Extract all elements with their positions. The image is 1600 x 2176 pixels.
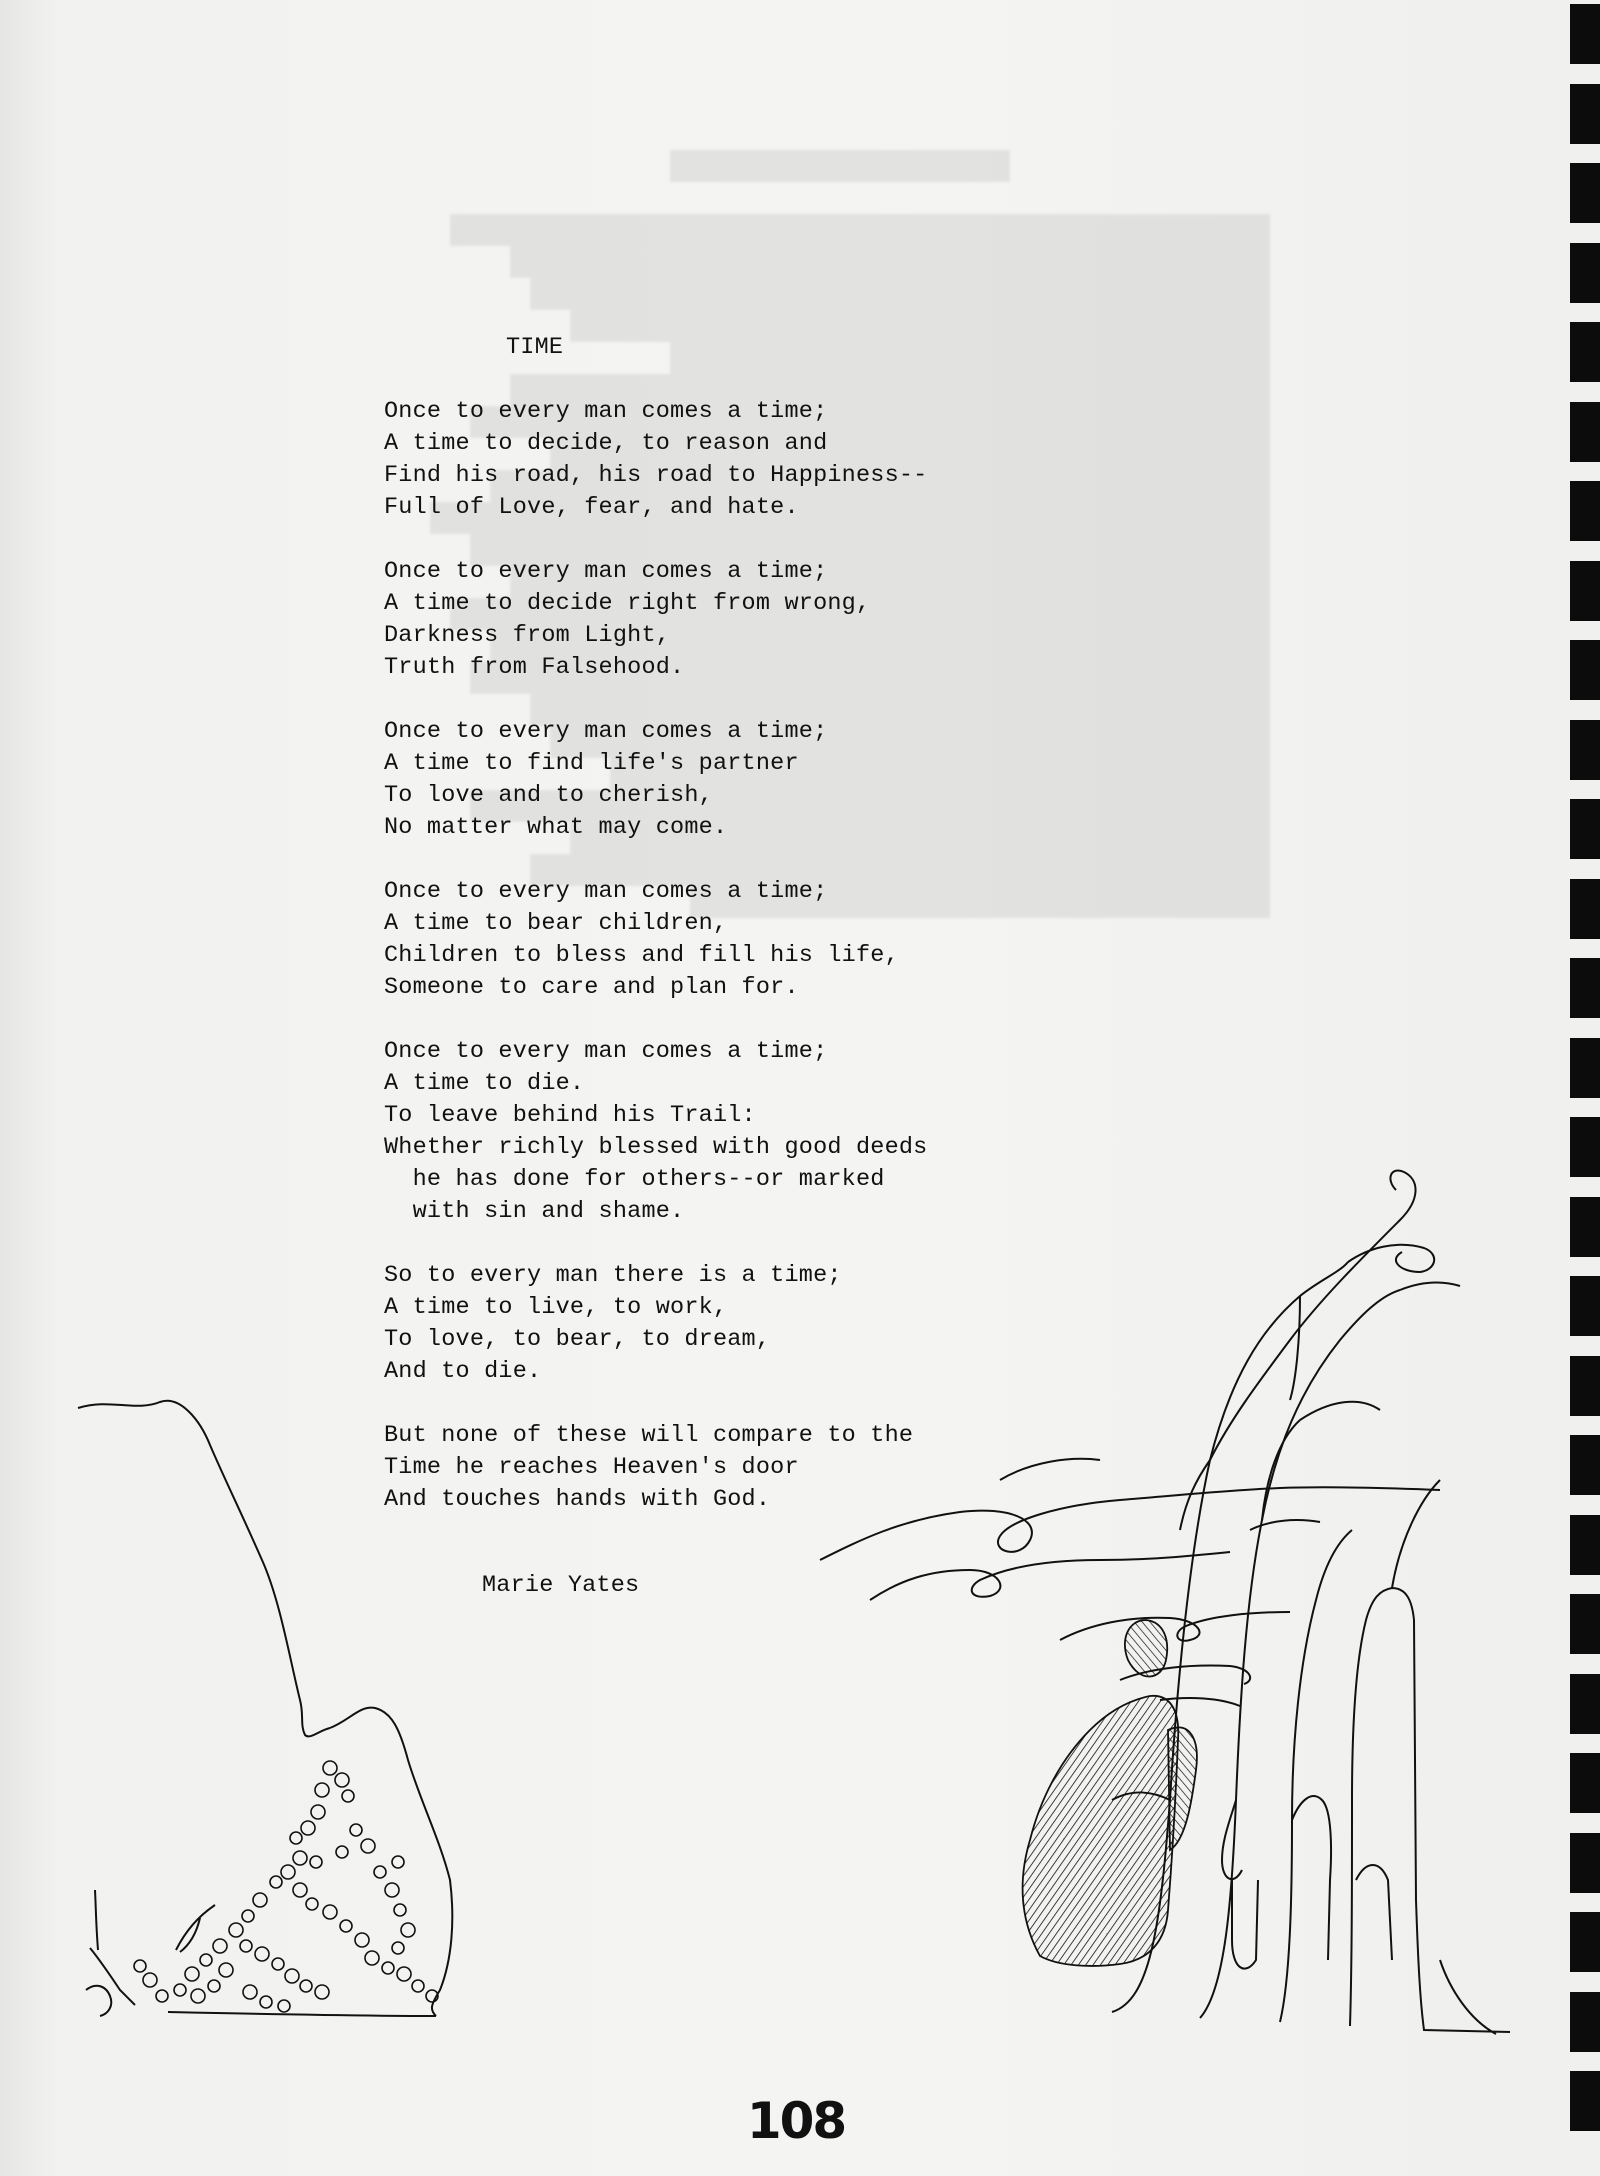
binding-hole — [1570, 1594, 1600, 1654]
poem-line: Someone to care and plan for. — [384, 974, 799, 1001]
binding-hole — [1570, 402, 1600, 462]
binding-hole — [1570, 1992, 1600, 2052]
binding-hole — [1570, 1197, 1600, 1257]
page-number: 108 — [746, 2092, 846, 2150]
poem-line: Find his road, his road to Happiness-- — [384, 462, 928, 489]
poem-stanza — [384, 1420, 1084, 1516]
poem-line: Once to every man comes a time; — [384, 878, 828, 905]
binding-hole — [1570, 243, 1600, 303]
poem-line: Time he reaches Heaven's door — [384, 1454, 799, 1481]
binding-hole — [1570, 799, 1600, 859]
poem-stanza — [384, 1036, 1084, 1228]
poem-line: To love and to cherish, — [384, 782, 713, 809]
poem-line: To love, to bear, to dream, — [384, 1326, 771, 1353]
binding-hole — [1570, 720, 1600, 780]
poem-stanzas — [384, 396, 1084, 1548]
poem-stanza — [384, 556, 1084, 684]
binding-hole — [1570, 1356, 1600, 1416]
poem-line: he has done for others--or marked — [384, 1166, 885, 1193]
binding-hole — [1570, 958, 1600, 1018]
rock-shading — [1023, 1620, 1197, 1966]
poem-stanza — [384, 716, 1084, 844]
binding-hole — [1570, 561, 1600, 621]
binding-hole — [1570, 879, 1600, 939]
poem-line: Children to bless and fill his life, — [384, 942, 899, 969]
binding-hole — [1570, 640, 1600, 700]
binding-hole — [1570, 1674, 1600, 1734]
poem-line: with sin and shame. — [384, 1198, 685, 1225]
poem-line: A time to live, to work, — [384, 1294, 728, 1321]
poem-line: Full of Love, fear, and hate. — [384, 494, 799, 521]
poem-line: A time to find life's partner — [384, 750, 799, 777]
poem-line: But none of these will compare to the — [384, 1422, 914, 1449]
binding-hole — [1570, 84, 1600, 144]
binding-hole — [1570, 2071, 1600, 2131]
poem-author: Marie Yates — [482, 1572, 640, 1599]
poem-line: Once to every man comes a time; — [384, 718, 828, 745]
spiral-binding — [1560, 0, 1600, 2176]
binding-hole — [1570, 1038, 1600, 1098]
poem-stanza — [384, 396, 1084, 524]
poem-line: So to every man there is a time; — [384, 1262, 842, 1289]
binding-hole — [1570, 163, 1600, 223]
poem-line: A time to decide right from wrong, — [384, 590, 871, 617]
poem-line: And to die. — [384, 1358, 542, 1385]
poem-line: A time to die. — [384, 1070, 585, 1097]
binding-hole — [1570, 1912, 1600, 1972]
poem-line: Darkness from Light, — [384, 622, 671, 649]
binding-hole — [1570, 481, 1600, 541]
poem-line: Once to every man comes a time; — [384, 1038, 828, 1065]
binding-hole — [1570, 1276, 1600, 1336]
vine-leaves — [134, 1761, 438, 2012]
poem-line: Once to every man comes a time; — [384, 558, 828, 585]
binding-hole — [1570, 322, 1600, 382]
poem-stanza — [384, 1260, 1084, 1388]
poem-line: A time to decide, to reason and — [384, 430, 828, 457]
poem-line: No matter what may come. — [384, 814, 728, 841]
binding-hole — [1570, 1833, 1600, 1893]
poem-line: Whether richly blessed with good deeds — [384, 1134, 928, 1161]
poem-line: And touches hands with God. — [384, 1486, 771, 1513]
poem-line: To leave behind his Trail: — [384, 1102, 756, 1129]
binding-hole — [1570, 1117, 1600, 1177]
binding-hole — [1570, 1435, 1600, 1495]
binding-hole — [1570, 1753, 1600, 1813]
binding-hole — [1570, 4, 1600, 64]
poem-line: Once to every man comes a time; — [384, 398, 828, 425]
tree-drawing — [1112, 1171, 1510, 2034]
binding-hole — [1570, 1515, 1600, 1575]
poem-stanza — [384, 876, 1084, 1004]
poem-title: TIME — [506, 334, 564, 361]
poem-line: A time to bear children, — [384, 910, 728, 937]
poem-line: Truth from Falsehood. — [384, 654, 685, 681]
